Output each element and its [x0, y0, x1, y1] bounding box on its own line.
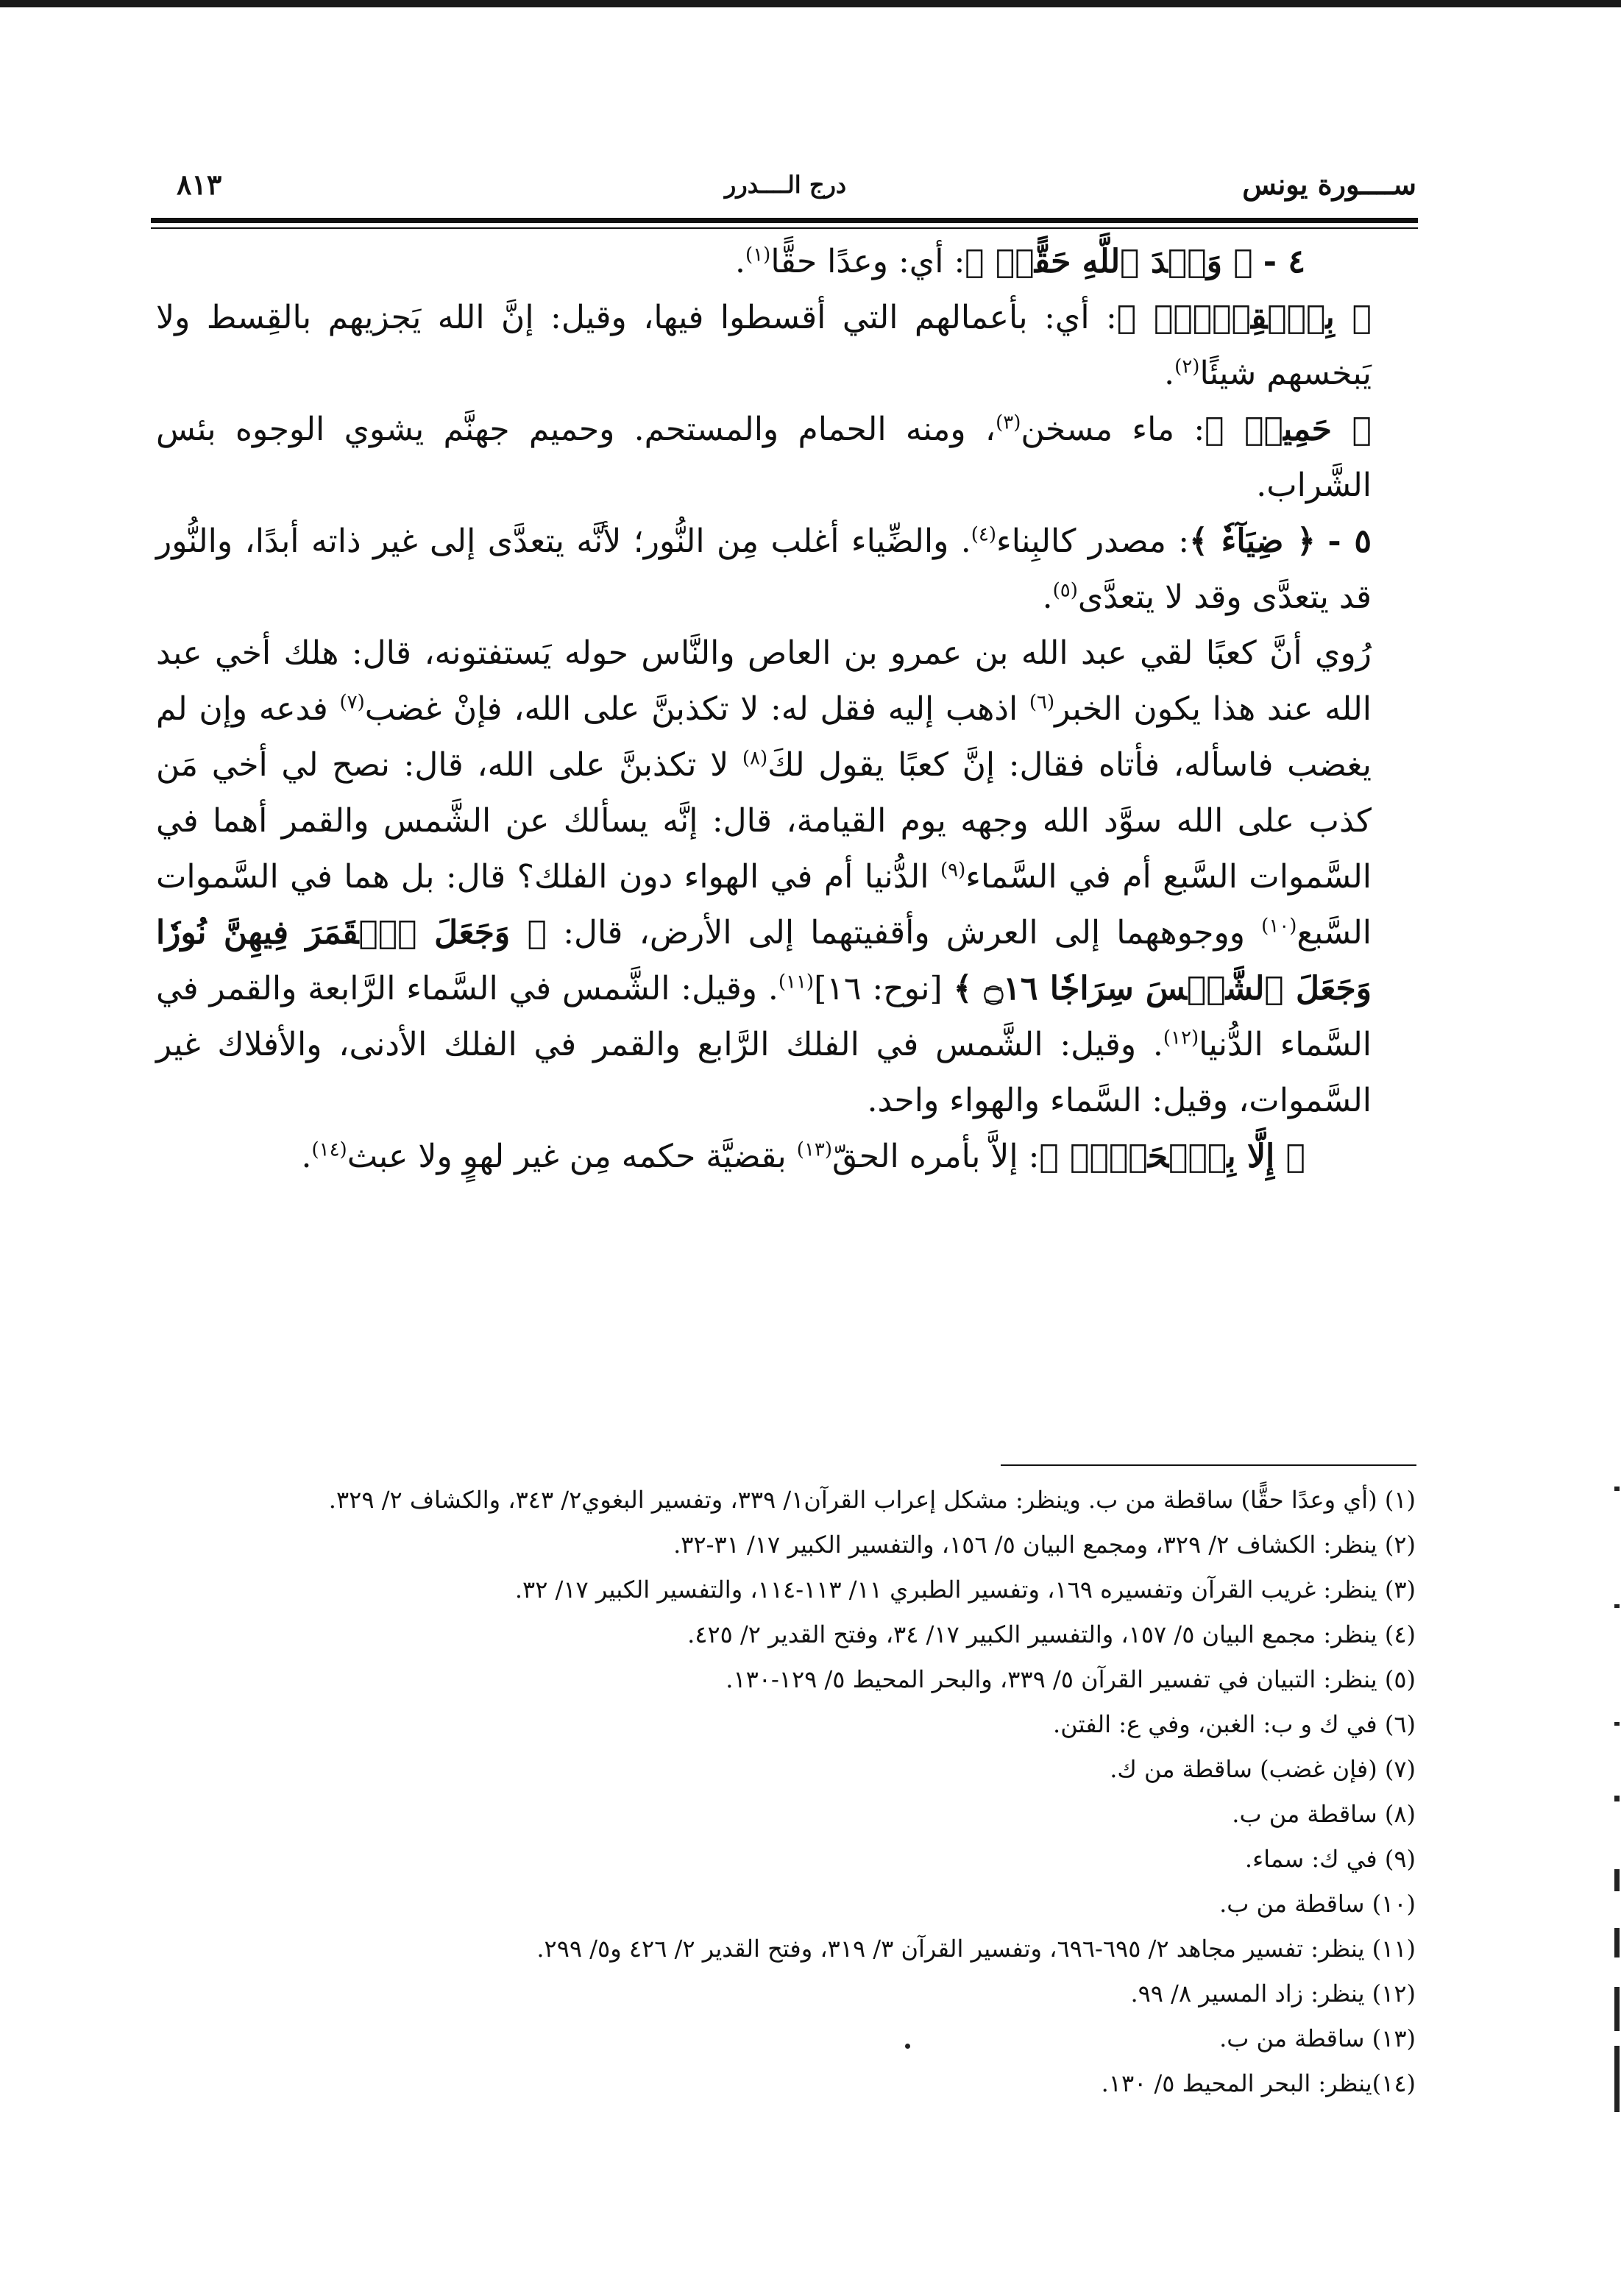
narration-text: اذهب إليه فقل له: لا تكذبنَّ على الله، فإنْ غضب	[364, 690, 1029, 728]
footnotes	[156, 1478, 1416, 2106]
quran-quote: ﴿ وَجَعَلَ ٱلۡقَمَرَ فِيهِنَّ نُورٗا وَجَعَلَ ٱلشَّمۡسَ سِرَاجٗا ۝١٦ ﴾	[156, 914, 1372, 1007]
surah-title: ســــورة يونس	[1242, 168, 1416, 201]
quran-quote: ﴿ ضِيَآءٗ ﴾	[1189, 522, 1316, 560]
footnote: (٣) ينظر: غريب القرآن وتفسيره ١٦٩، وتفسير الطبري ١١/ ١١٣-١١٤، والتفسير الكبير ١٧/ ٣٢.	[514, 1576, 1416, 1604]
verse-number: ٥ -	[1327, 522, 1372, 560]
footnote: (٢) ينظر: الكشاف ٢/ ٣٢٩، ومجمع البيان ٥/ ١٥٦، والتفسير الكبير ١٧/ ٣١-٣٢.	[673, 1531, 1416, 1559]
sentence-end: .	[301, 1138, 312, 1175]
narration-text: فدعه وإن لم يغضب فاسأله، فأتاه فقال: إنَّ كعبًا يقول لكَ	[156, 690, 1372, 784]
footnote: (٦) في ك و ب: الغبن، وفي ع: الفتن.	[1053, 1710, 1416, 1738]
footnote-ref: (١١)	[778, 971, 815, 993]
commentary-text: : أي: وعدًا حقًّا	[770, 243, 965, 280]
scan-edge-marks	[1613, 1487, 1621, 2119]
footnote: (٥) ينظر: التبيان في تفسير القرآن ٥/ ٣٣٩، والبحر المحيط ٥/ ١٢٩-١٣٠.	[726, 1665, 1416, 1693]
page-header	[155, 168, 1416, 212]
footnote: (١٠) ساقطة من ب.	[1219, 1890, 1416, 1918]
footnote-ref: (٦)	[1029, 691, 1055, 714]
footnote: (١) (أي وعدًا حقًّا) ساقطة من ب. وينظر: مشكل إعراب القرآن١/ ٣٣٩، وتفسير البغوي٢/ ٣٤٣، والكشاف ٢/ ٣٢٩.	[328, 1486, 1416, 1514]
narration-text: رُوي أنَّ كعبًا لقي عبد الله بن عمرو بن العاص والنَّاس حوله يَستفتونه، قال: هلك أخي عبد الله عند هذا يكون الخبر	[156, 634, 1372, 728]
commentary-text: : أي: بأعمالهم التي أقسطوا فيها، وقيل: إنَّ الله يَجزيهم بالقِسط ولا يَبخسهم شيئًا	[156, 299, 1372, 392]
footnote: (٤) ينظر: مجمع البيان ٥/ ١٥٧، والتفسير الكبير ١٧/ ٣٤، وفتح القدير ٢/ ٤٢٥.	[687, 1620, 1416, 1648]
footnote-ref: (٨)	[742, 747, 768, 770]
header-rule-thin	[151, 227, 1418, 229]
sentence-end: .	[1042, 578, 1053, 616]
footnote-ref: (٤)	[971, 523, 996, 546]
footnote-ref: (١٣)	[796, 1138, 833, 1161]
footnote-ref: (١٠)	[1261, 915, 1297, 938]
narration-text: . وقيل: الشَّمس في السَّماء الرَّابعة والقمر في السَّماء الدُّنيا	[156, 970, 1372, 1063]
scan-top-edge	[0, 0, 1621, 7]
footnote-ref: (٩)	[940, 859, 966, 882]
page-number: ٨١٣	[177, 168, 222, 201]
quran-quote: ﴿ إِلَّا بِٱلۡحَقِّۚ ﴾	[1039, 1138, 1305, 1175]
footnote-ref: (١٢)	[1163, 1027, 1199, 1049]
paragraph-kaab-narration	[156, 626, 1416, 1129]
footnote-ref: (٥)	[1052, 579, 1078, 602]
commentary-text-cont: ، ومنه الحمام والمستحم. وحميم جهنَّم يشوي الوجوه بئس الشَّراب.	[156, 411, 1372, 504]
header-rule-thick	[151, 218, 1418, 223]
quran-quote: ﴿ بِٱلۡقِسۡطِۚ ﴾	[1116, 299, 1372, 336]
footnote-ref: (٢)	[1174, 355, 1200, 378]
scan-speck	[905, 2044, 910, 2049]
commentary-text: : مصدر كالبِناء	[996, 522, 1190, 560]
paragraph-hamim	[156, 402, 1416, 514]
narration-text: الدُّنيا أم في الهواء دون الفلك؟ قال: بل هما في السَّموات السَّبع	[156, 858, 1372, 952]
footnote: (١٢) ينظر: زاد المسير ٨/ ٩٩.	[1130, 1980, 1416, 2008]
quran-quote: ﴿ حَمِيمٖ ﴾	[1205, 411, 1372, 448]
commentary-text: : إلاَّ بأمره الحقّ	[832, 1138, 1040, 1175]
footnote: (١٣) ساقطة من ب.	[1219, 2024, 1416, 2052]
paragraph-verse-4	[156, 234, 1416, 290]
commentary-text: : ماء مسخن	[1021, 411, 1205, 448]
footnote: (٩) في ك: سماء.	[1244, 1845, 1416, 1873]
book-title: درج الــــدرر	[724, 171, 847, 199]
verse-number: ٤ -	[1263, 243, 1305, 280]
paragraph-bil-haqq	[156, 1129, 1416, 1185]
commentary-text-cont: . والضِّياء أغلب مِن النُّور؛ لأنَّه يتعدَّى إلى غير ذاته أبدًا، والنُّور قد يتعدَّى وقد لا يتعدَّى	[156, 522, 1372, 616]
paragraph-qist	[156, 290, 1416, 402]
footnote: (٨) ساقطة من ب.	[1232, 1800, 1416, 1828]
main-text	[156, 234, 1416, 1185]
sentence-end: .	[1164, 355, 1175, 392]
narration-text: . وقيل: الشَّمس في الفلك الرَّابع والقمر في الفلك الأدنى، والأفلاك غير السَّموات، وقيل: السَّماء والهواء واحد.	[156, 1026, 1372, 1119]
footnote: (١١) ينظر: تفسير مجاهد ٢/ ٦٩٥-٦٩٦، وتفسير القرآن ٣/ ٣١٩، وفتح القدير ٢/ ٤٢٦ و٥/ ٢٩٩.	[536, 1935, 1416, 1963]
narration-text: لا تكذبنَّ على الله، قال: نصح لي أخي مَن كذب على الله سوَّد الله وجهه يوم القيامة، قال: إنَّه يسألك عن الشَّمس والقمر أهما في السَّموات السَّبع أم في السَّماء	[156, 746, 1372, 896]
paragraph-verse-5	[156, 514, 1416, 626]
footnote-ref: (١)	[745, 244, 771, 266]
quran-quote: ﴿ وَعۡدَ ٱللَّهِ حَقًّاۚ ﴾	[965, 243, 1253, 280]
surah-reference: [نوح: ١٦]	[814, 970, 954, 1007]
footnote-ref: (٣)	[996, 411, 1021, 434]
footnote: (١٤)ينظر: البحر المحيط ٥/ ١٣٠.	[1101, 2069, 1416, 2097]
sentence-end: .	[735, 243, 746, 280]
footnote-ref: (١٤)	[311, 1138, 347, 1161]
narration-text: ووجوههما إلى العرش وأقفيتهما إلى الأرض، قال:	[547, 914, 1262, 952]
footnote-ref: (٧)	[339, 691, 365, 714]
footnote-separator	[1001, 1464, 1416, 1466]
footnote: (٧) (فإن غضب) ساقطة من ك.	[1110, 1755, 1416, 1783]
commentary-text-cont: بقضيَّة حكمه مِن غير لهوٍ ولا عبث	[347, 1138, 797, 1175]
